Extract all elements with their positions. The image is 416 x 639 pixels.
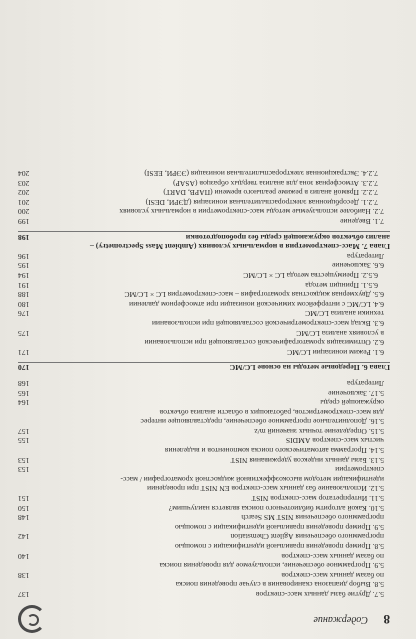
toc-entry-title: 6.1. Режим ионизации LC/MC — [287, 347, 384, 357]
toc-entry — [18, 168, 390, 178]
toc-entry-title: 7.2.4. Экстракционная электрораспылительная ионизация (ЭЭРИ, EESI) — [144, 169, 378, 179]
toc-entry — [18, 338, 390, 348]
toc-entry-page: 191 — [18, 280, 30, 290]
toc-entry-page: 200 — [18, 207, 30, 217]
toc-entry-title: идентификации методом высокоэффективной жидкостной хроматографии / масс- — [120, 474, 384, 484]
toc-entry — [18, 532, 390, 542]
toc-entry — [18, 188, 390, 198]
toc-entry — [18, 347, 390, 357]
toc-entry-page: 165 — [18, 388, 30, 398]
toc-entry — [18, 207, 390, 217]
toc-entry — [18, 261, 390, 271]
running-title: Содержание — [313, 614, 368, 625]
toc-entry — [18, 541, 390, 551]
toc-entry-page: 204 — [18, 169, 30, 179]
chapter-rule — [18, 362, 390, 363]
toc-entry — [18, 309, 390, 319]
toc-entry — [18, 388, 390, 398]
toc-entry-title: техники анализа LC/MC — [305, 309, 384, 319]
toc-entry — [18, 270, 390, 280]
toc-entry-page: 138 — [18, 570, 30, 580]
toc-entry-page: 195 — [18, 261, 30, 271]
toc-entry-page: 199 — [18, 217, 30, 227]
toc-entry — [18, 522, 390, 532]
toc-entry — [18, 197, 390, 207]
page-number: 8 — [383, 612, 390, 627]
toc-entry — [18, 328, 390, 338]
toc-chapter-entry — [18, 363, 390, 373]
toc-entry — [18, 580, 390, 590]
toc-entry-page: 153 — [18, 465, 30, 475]
toc-entry — [18, 513, 390, 523]
toc-entry-title: окружающей среды — [320, 398, 384, 408]
toc-entry-page: 176 — [18, 309, 30, 319]
page-header — [24, 607, 390, 629]
toc-entry-title: программного обеспечения NIST MS Search — [241, 513, 384, 523]
toc-entry-title: Литература — [346, 251, 384, 261]
toc-entry-page: 140 — [18, 551, 30, 561]
toc-entry-title: 5.10. Какой алгоритм библиотечного поиска является наилучшим? — [168, 503, 384, 513]
toc-entry — [18, 426, 390, 436]
toc-entry-page: 170 — [18, 363, 30, 373]
toc-entry-title: 7.2. Наиболее используемые методы масс-спектрометрии в нормальных условиях — [119, 207, 384, 217]
toc-entry — [18, 570, 390, 580]
toc-entry — [18, 493, 390, 503]
toc-entry — [18, 465, 390, 475]
toc-entry-page: 148 — [18, 513, 30, 523]
toc-entry-title: 7.1. Введение — [340, 217, 384, 227]
toc-entry — [18, 474, 390, 484]
toc-entry-title: 7.2.3. Атмосферная зона для анализа твердых образцов (ASAP) — [173, 178, 378, 188]
toc-entry-page: 171 — [18, 347, 30, 357]
toc-entry — [18, 398, 390, 408]
toc-entry-title: чистых масс-спектров AMDIS — [285, 436, 384, 446]
toc-entry — [18, 318, 390, 328]
toc-entry — [18, 251, 390, 261]
toc-entry-title: 6.2. Оптимизация хроматографической составляющей при использовании — [144, 338, 384, 348]
toc-entry-title: 6.5.1. Принцип метода — [305, 280, 378, 290]
toc-entry-title: 5.14. Программа автоматического поиска компонентов и выделения — [164, 446, 384, 456]
toc-entry-title: 6.5. Двухмерная жидкостная хроматография – масс-спектрометрия LC × LC/MC — [124, 290, 384, 300]
toc-entry — [18, 436, 390, 446]
toc-entry-title: Литература — [346, 378, 384, 388]
toc-entry-title: 6.6. Заключение — [331, 261, 384, 271]
toc-entry — [18, 484, 390, 494]
toc-entry-page: 198 — [18, 232, 30, 242]
toc-entry-title: Глава 7. Масс-спектрометрия в нормальных условиях (Ambient Mass Spectrometry) – — [89, 242, 390, 252]
toc-entry-title: для масс-спектрометристов, работающих в области анализа объектов — [159, 407, 384, 417]
toc-entry-title: 6.3. Вклад масс-спектрометрической составляющей при использовании — [151, 318, 384, 328]
toc-entry-page: 142 — [18, 532, 30, 542]
toc-entry — [18, 178, 390, 188]
toc-entry-title: 7.2.2. Прямой анализ в режиме реального времени (ПАРВ, DART) — [163, 188, 378, 198]
toc-entry-title: по базам данных масс-спектров — [281, 551, 384, 561]
toc-chapter-entry — [18, 232, 390, 242]
toc-entry-page: 203 — [18, 178, 30, 188]
toc-entry-title: 5.17. Заключение — [328, 388, 384, 398]
toc-entry — [18, 280, 390, 290]
toc-entry-title: в условиях анализа LC/MC — [296, 328, 384, 338]
toc-entry-title: 5.12. Использование баз данных масс-спектров EN NIST при проведении — [147, 484, 384, 494]
toc-entry-title: анализ объектов окружающей среды без пробоподготовки — [185, 232, 390, 242]
toc-entry-title: 5.7. Другие базы данных масс-спектров — [255, 590, 384, 599]
toc-entry — [18, 551, 390, 561]
toc-entry-title: 5.11. Интерпретатор масс-спектров NIST — [251, 494, 384, 504]
toc-entry-page: 155 — [18, 436, 30, 446]
toc-entry-page: 175 — [18, 328, 30, 338]
toc-entry — [18, 378, 390, 388]
toc-entry-page: 151 — [18, 494, 30, 504]
toc-entry — [18, 589, 390, 599]
toc-entry — [18, 299, 390, 309]
toc-entry-title: Глава 6. Передовые методы на основе LC/MC — [229, 363, 390, 373]
toc-entry-page: 164 — [18, 398, 30, 408]
table-of-contents — [18, 168, 390, 599]
toc-entry-page: 157 — [18, 426, 30, 436]
toc-entry-page: 202 — [18, 188, 30, 198]
toc-entry-title: 5.8. Пример проведения правильной идентификации с помощью — [174, 542, 384, 552]
toc-entry-page: 201 — [18, 197, 30, 207]
toc-entry-title: по базам данных масс-спектров — [281, 570, 384, 580]
chapter-rule — [18, 231, 390, 232]
toc-entry-title: 5.16. Дополнительное программное обеспечение, представляющее интерес — [140, 417, 384, 427]
toc-entry — [18, 290, 390, 300]
toc-entry-page: 194 — [18, 271, 30, 280]
publisher-logo-icon — [18, 605, 46, 633]
toc-entry-page: 153 — [18, 455, 30, 465]
toc-entry-page: 180 — [18, 299, 30, 309]
toc-entry — [18, 417, 390, 427]
toc-entry-page: 168 — [18, 378, 30, 388]
toc-entry — [18, 503, 390, 513]
toc-entry-title: 7.2.1. Десорбционная электрораспылительная ионизация (ДЭРИ, DESI) — [145, 197, 378, 207]
toc-entry-title: 6.5.2. Преимущества метода LC × LC/MC — [243, 271, 378, 280]
toc-entry — [18, 216, 390, 226]
toc-entry — [18, 455, 390, 465]
toc-entry-title: программного обеспечения Agilent Chemstation — [230, 532, 384, 542]
toc-entry-title: 5.9. Программное обеспечение, используемое для проведения поиска — [159, 561, 384, 571]
toc-entry-title: спектрометрии — [335, 465, 384, 475]
toc-entry — [18, 407, 390, 417]
toc-entry — [18, 561, 390, 571]
toc-entry-page: 137 — [18, 590, 30, 599]
toc-entry-page: 150 — [18, 503, 30, 513]
toc-entry-title: 6.4. LC/MC с интерфейсом химической ионизации при атмосферном давлении — [129, 299, 384, 309]
toc-entry-page: 188 — [18, 290, 30, 300]
toc-chapter-entry — [18, 242, 390, 252]
toc-entry-title: 5.15. Определение точных значений m/z — [254, 426, 384, 436]
toc-entry-page: 196 — [18, 251, 30, 261]
toc-entry-title: 5.9. Пример проведения правильной идентификации с помощью — [174, 522, 384, 532]
toc-entry-title: 5.8. Выбор диапазона сканирования в случае проведения поиска — [175, 580, 384, 590]
toc-entry-title: 5.13. Базы данных индексов удерживания NIST — [230, 455, 384, 465]
toc-entry — [18, 446, 390, 456]
